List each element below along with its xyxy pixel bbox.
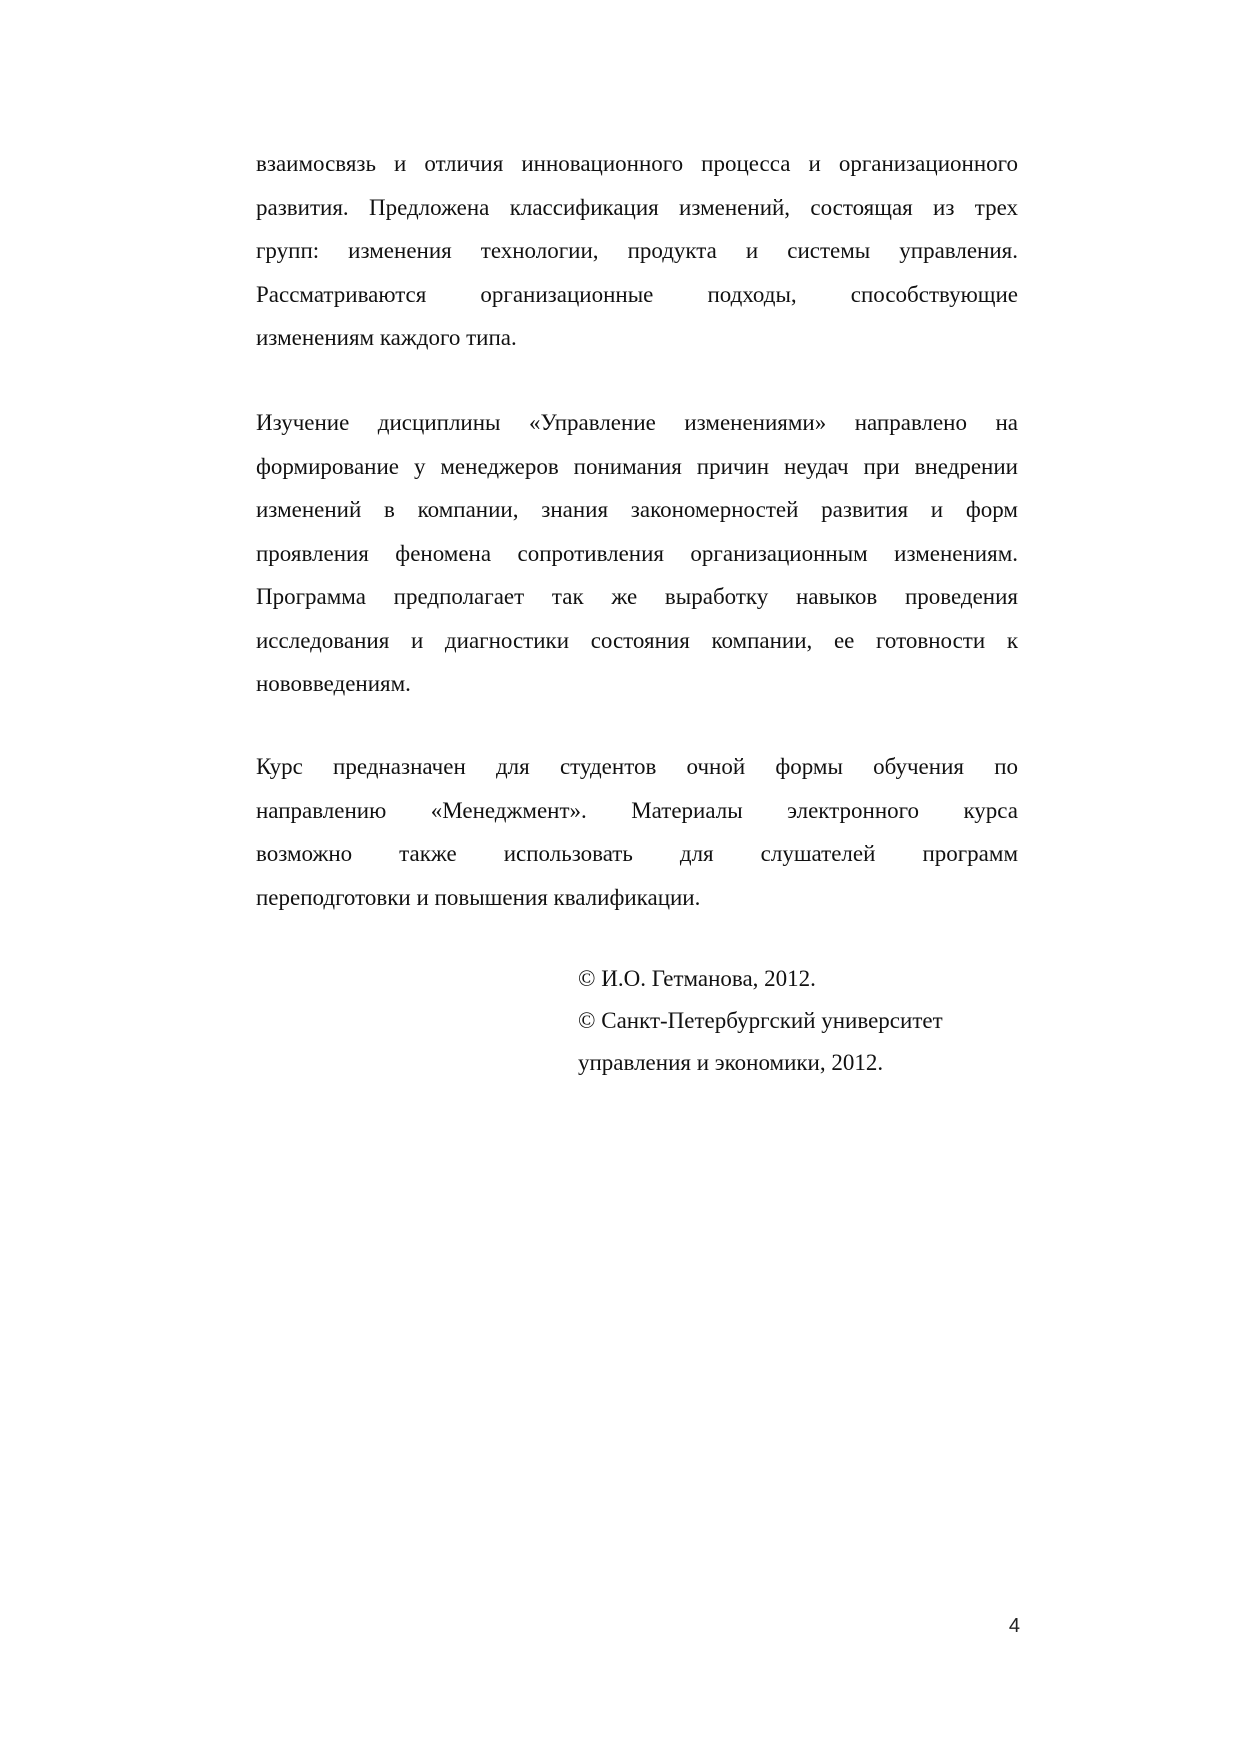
paragraph-line: исследования и диагностики состояния компании, ее готовности к [256, 627, 1018, 653]
paragraph-line: групп: изменения технологии, продукта и системы управления. [256, 238, 1018, 263]
paragraph-1 [256, 142, 1018, 360]
paragraph-line: изменениям каждого типа. [256, 325, 517, 350]
paragraph-line: изменений в компании, знания закономерностей развития и форм [256, 497, 1018, 522]
paragraph-line: Рассматриваются организационные подходы, способствующие [256, 281, 1018, 307]
paragraph-line: переподготовки и повышения квалификации. [256, 884, 701, 910]
paragraph-line: взаимосвязь и отличия инновационного процесса и организационного [256, 151, 1018, 176]
paragraph-line: возможно также использовать для слушателей программ [256, 841, 1018, 866]
copyright-line: управления и экономики, 2012. [578, 1050, 884, 1075]
paragraph-line: развития. Предложена классификация изменений, состоящая из трех [256, 194, 1018, 220]
page-number: 4 [1008, 1615, 1020, 1637]
copyright-line: © И.О. Гетманова, 2012. [578, 966, 816, 991]
paragraph-line: формирование у менеджеров понимания причин неудач при внедрении [256, 453, 1018, 479]
paragraph-3 [256, 745, 1018, 919]
paragraph-2 [256, 401, 1018, 706]
paragraph-line: Программа предполагает так же выработку навыков проведения [256, 584, 1018, 609]
copyright-line: © Санкт-Петербургский университет [578, 1008, 943, 1033]
copyright-block [578, 958, 998, 1084]
paragraph-line: направлению «Менеджмент». Материалы электронного курса [256, 797, 1018, 823]
paragraph-line: Изучение дисциплины «Управление изменениями» направлено на [256, 410, 1018, 435]
paragraph-line: Курс предназначен для студентов очной формы обучения по [256, 754, 1018, 779]
paragraph-line: проявления феномена сопротивления организационным изменениям. [256, 540, 1018, 566]
paragraph-line: нововведениям. [256, 671, 411, 696]
